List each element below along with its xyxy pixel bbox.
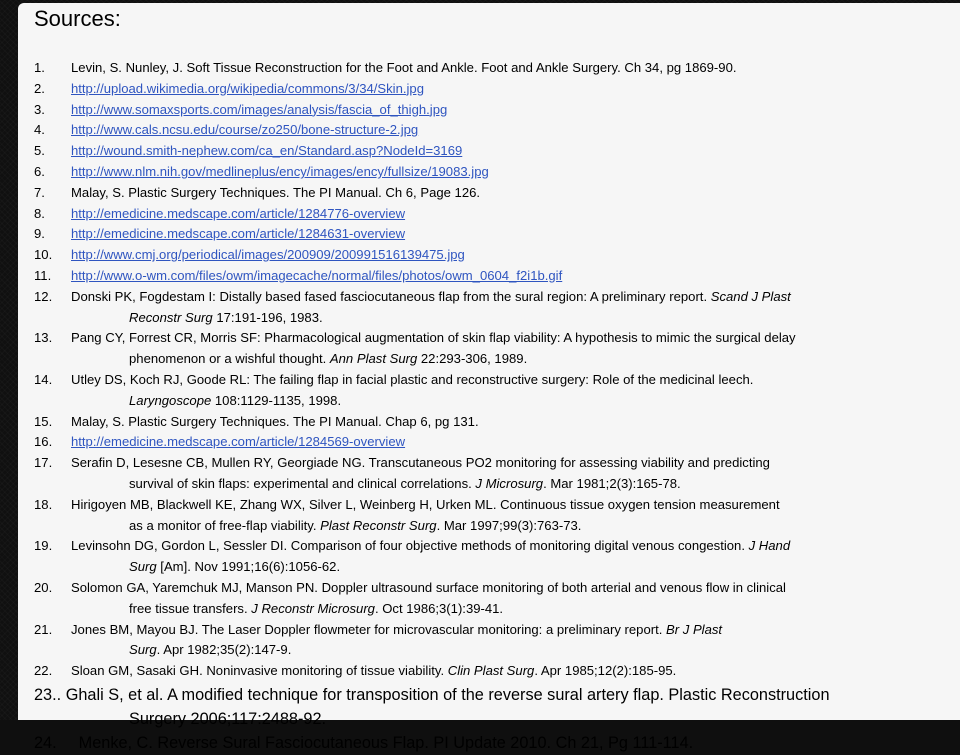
reference-link[interactable]: http://wound.smith-nephew.com/ca_en/Standard.asp?NodeId=3169 [71,143,463,159]
reference-link[interactable]: http://www.somaxsports.com/images/analysis/fascia_of_thigh.jpg [71,101,448,117]
reference-item: 8. http://emedicine.medscape.com/article/1284776-overview [34,205,406,221]
reference-continuation: phenomenon or a wishful thought. Ann Plast Surg 22:293-306, 1989. [129,351,528,367]
reference-item: 6. http://www.nlm.nih.gov/medlineplus/ency/images/ency/fullsize/19083.jpg [34,163,489,179]
reference-item: 10. http://www.cmj.org/periodical/images/200909/200991516139475.jpg [34,247,465,263]
reference-continuation: free tissue transfers. J Reconstr Microsurg. Oct 1986;3(1):39-41. [129,600,504,616]
reference-item: 23.. Ghali S, et al. A modified technique for transposition of the reverse sural artery flap. Plastic Reconstruction Surgery 2006;117:2488-92. [34,683,958,731]
reference-text: Malay, S. Plastic Surgery Techniques. The PI Manual. Chap 6, pg 131. [71,413,479,429]
reference-item: 3. http://www.somaxsports.com/images/analysis/fascia_of_thigh.jpg [34,101,448,117]
reference-link[interactable]: http://www.nlm.nih.gov/medlineplus/ency/images/ency/fullsize/19083.jpg [71,163,489,179]
reference-item: 5. http://wound.smith-nephew.com/ca_en/Standard.asp?NodeId=3169 [34,143,463,159]
reference-continuation: Surg [Am]. Nov 1991;16(6):1056-62. [129,559,341,575]
reference-item: 2. http://upload.wikimedia.org/wikipedia/commons/3/34/Skin.jpg [34,80,424,96]
reference-continuation: Surg. Apr 1982;35(2):147-9. [129,642,292,658]
reference-item: 12. Donski PK, Fogdestam I: Distally based fased fasciocutaneous flap from the sural region: A preliminary report. Scand J Plast Reconstr Surg 17:191-196, 1983. [34,287,958,329]
reference-link[interactable]: http://emedicine.medscape.com/article/1284776-overview [71,205,406,221]
reference-item: 4. http://www.cals.ncsu.edu/course/zo250/bone-structure-2.jpg [34,122,419,138]
reference-link[interactable]: http://www.o-wm.com/files/owm/imagecache/normal/files/photos/owm_0604_f2i1b.gif [71,267,563,283]
reference-continuation: Reconstr Surg 17:191-196, 1983. [129,309,323,325]
reference-continuation: Laryngoscope 108:1129-1135, 1998. [129,392,342,408]
reference-item: 7. Malay, S. Plastic Surgery Techniques. The PI Manual. Ch 6, Page 126. [34,184,481,200]
reference-item: 13. Pang CY, Forrest CR, Morris SF: Pharmacological augmentation of skin flap viability: A hypothesis to mimic the surgical delay phenomenon or a wishful thought. Ann Plast Surg 22:293-306, 1989. [34,328,958,370]
reference-item: 14. Utley DS, Koch RJ, Goode RL: The failing flap in facial plastic and reconstructive surgery: Role of the medicinal leech. Laryngoscope 108:1129-1135, 1998. [34,370,958,412]
reference-link[interactable]: http://emedicine.medscape.com/article/1284631-overview [71,226,406,242]
reference-item: 24. Menke, C. Reverse Sural Fasciocutaneous Flap. PI Update 2010. Ch 21, Pg 111-114. [34,733,694,752]
slide-title: Sources: [34,6,121,31]
reference-item: 16. http://emedicine.medscape.com/article/1284569-overview [34,434,406,450]
references-list [34,58,958,755]
reference-item: 21. Jones BM, Mayou BJ. The Laser Doppler flowmeter for microvascular monitoring: a preliminary report. Br J Plast Surg. Apr 1982;35(2):147-9. [34,620,958,662]
reference-item: 17. Serafin D, Lesesne CB, Mullen RY, Georgiade NG. Transcutaneous PO2 monitoring for assessing viability and predicting survival of skin flaps: experimental and clinical correlations. J Microsurg. Mar 1981;2(3):165-78. [34,453,958,495]
reference-item: 22. Sloan GM, Sasaki GH. Noninvasive monitoring of tissue viability. Clin Plast Surg. Apr 1985;12(2):185-95. [34,663,677,679]
reference-continuation: as a monitor of free-flap viability. Plast Reconstr Surg. Mar 1997;99(3):763-73. [129,517,582,533]
reference-text: Malay, S. Plastic Surgery Techniques. The PI Manual. Ch 6, Page 126. [71,184,481,200]
reference-item: 15. Malay, S. Plastic Surgery Techniques. The PI Manual. Chap 6, pg 131. [34,413,479,429]
reference-link[interactable]: http://upload.wikimedia.org/wikipedia/commons/3/34/Skin.jpg [71,80,424,96]
reference-item: 1. Levin, S. Nunley, J. Soft Tissue Reconstruction for the Foot and Ankle. Foot and Ankle Surgery. Ch 34, pg 1869-90. [34,60,737,75]
reference-link[interactable]: http://www.cals.ncsu.edu/course/zo250/bone-structure-2.jpg [71,122,419,138]
reference-continuation: Surgery 2006;117:2488-92. [129,709,327,728]
reference-item: 20. Solomon GA, Yaremchuk MJ, Manson PN. Doppler ultrasound surface monitoring of both arterial and venous flow in clinical free tissue transfers. J Reconstr Microsurg. Oct 1986;3(1):39-41. [34,578,958,620]
reference-text: Levin, S. Nunley, J. Soft Tissue Reconstruction for the Foot and Ankle. Foot and Ankle Surgery. Ch 34, pg 1869-90. [71,60,737,75]
reference-item: 11. http://www.o-wm.com/files/owm/imagecache/normal/files/photos/owm_0604_f2i1b.gif [34,267,563,283]
reference-link[interactable]: http://emedicine.medscape.com/article/1284569-overview [71,434,406,450]
reference-continuation: survival of skin flaps: experimental and clinical correlations. J Microsurg. Mar 1981;2(3):165-78. [129,475,681,491]
reference-item: 18. Hirigoyen MB, Blackwell KE, Zhang WX, Silver L, Weinberg H, Urken ML. Continuous tissue oxygen tension measurement as a monitor of free-flap viability. Plast Reconstr Surg. Mar 1997;99(3):763-73. [34,495,958,537]
reference-link[interactable]: http://www.cmj.org/periodical/images/200909/200991516139475.jpg [71,247,465,263]
reference-item: 19. Levinsohn DG, Gordon L, Sessler DI. Comparison of four objective methods of monitoring digital venous congestion. J Hand Surg [Am]. Nov 1991;16(6):1056-62. [34,536,958,578]
reference-item: 9. http://emedicine.medscape.com/article/1284631-overview [34,226,406,242]
